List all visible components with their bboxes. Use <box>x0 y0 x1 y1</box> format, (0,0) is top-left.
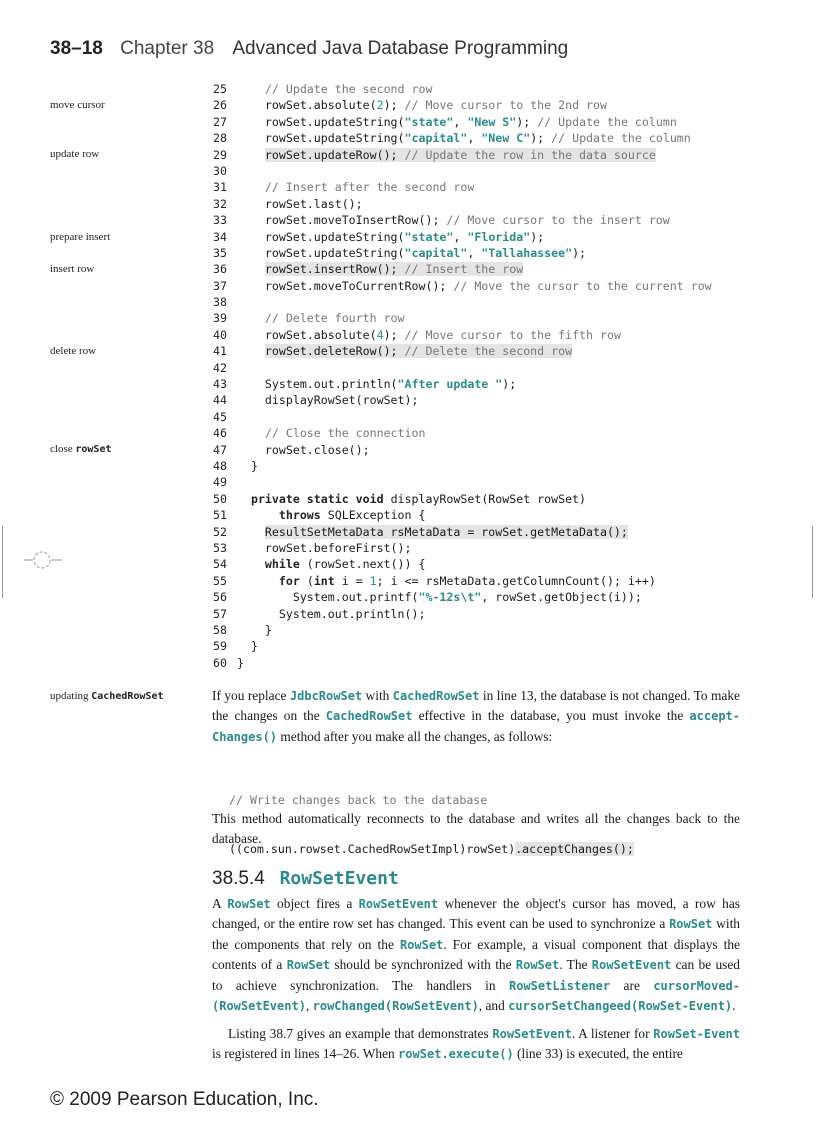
line-number: 50 <box>213 491 227 506</box>
code-text <box>237 327 621 343</box>
inline-code: cursorMoved-(RowSetEvent) <box>212 978 741 1014</box>
code-text <box>237 606 425 622</box>
line-number: 57 <box>213 606 227 621</box>
code-text <box>237 81 432 97</box>
line-number: 25 <box>213 82 227 96</box>
code-token: ); <box>502 377 517 392</box>
inline-code: RowSet <box>399 937 444 952</box>
code-token: // Delete fourth row <box>264 311 405 326</box>
chapter-label: Chapter 38 <box>120 38 215 59</box>
code-token: "capital" <box>404 245 468 260</box>
code-token: // Move cursor to the 2nd row <box>404 98 607 113</box>
code-text <box>237 196 363 212</box>
line-number: 42 <box>213 360 227 375</box>
code-text <box>237 130 691 146</box>
line-number: 38 <box>213 295 227 310</box>
text-run: is registered in lines 14–26. When <box>212 1046 399 1062</box>
code-text <box>237 376 516 392</box>
line-number: 60 <box>213 655 227 670</box>
code-token: SQLException { <box>320 508 426 523</box>
registration-mark-icon <box>0 548 64 572</box>
line-number: 29 <box>213 147 227 162</box>
margin-note-update-row: update row <box>50 148 100 160</box>
code-token: // Move cursor to the fifth row <box>404 327 621 342</box>
code-token: "After update " <box>397 377 503 392</box>
line-number: 48 <box>213 458 227 473</box>
section-number: 38.5.4 <box>212 868 265 889</box>
text-run: If you replace <box>212 688 290 703</box>
code-text <box>237 114 677 130</box>
text-run: method after you make all the changes, as follows: <box>277 728 553 744</box>
code-token: "New C" <box>481 131 531 146</box>
text-run: . <box>732 998 736 1014</box>
code-token: // Close the connection <box>264 426 426 441</box>
inline-code: accept-Changes() <box>212 709 740 744</box>
text-run: effective in the database, you must invoke the <box>412 708 690 724</box>
line-number: 28 <box>213 131 227 146</box>
code-token: } <box>237 622 272 637</box>
code-token: rowSet.updateString( <box>237 245 405 260</box>
code-token <box>237 557 265 571</box>
code-text <box>237 458 258 474</box>
text-run: in line 13, the database is not changed. To make the changes on the <box>212 688 740 724</box>
margin-note-updating-text: updating <box>50 690 89 702</box>
code-token: System.out.println(); <box>237 606 426 621</box>
code-token: "New S" <box>467 114 517 129</box>
code-token: rowSet.insertRow(); <box>264 262 405 277</box>
line-number: 34 <box>213 229 227 244</box>
code-token: ); <box>530 229 545 244</box>
section-heading <box>212 868 399 890</box>
code-text <box>237 278 712 294</box>
code-text <box>237 622 272 638</box>
code-token: "state" <box>404 114 454 129</box>
code-token: rowSet.absolute( <box>237 327 377 342</box>
code-token: rowSet.last(); <box>237 196 363 211</box>
text-run: with the components that rely on the <box>212 916 740 952</box>
snippet-accept-changes-call: .acceptChanges(); <box>515 842 634 857</box>
line-number: 56 <box>213 590 227 605</box>
code-token: ); <box>572 245 587 260</box>
code-text <box>237 442 370 458</box>
margin-note-close-rowset <box>50 443 111 455</box>
code-text <box>237 392 418 408</box>
code-token: // Insert after the second row <box>264 180 475 195</box>
inline-code: RowSetEvent <box>358 897 439 911</box>
code-token: , <box>453 114 468 129</box>
margin-note-prepare-insert: prepare insert <box>50 231 111 243</box>
code-token: , <box>453 229 468 244</box>
code-text <box>237 310 405 326</box>
code-token: ; i <= rsMetaData.getColumnCount(); i++) <box>376 573 656 588</box>
code-token: displayRowSet(RowSet rowSet) <box>383 491 587 506</box>
text-run: , <box>305 998 313 1014</box>
line-number: 55 <box>213 573 227 588</box>
code-token: , <box>467 131 482 146</box>
code-token: "capital" <box>404 131 468 146</box>
text-run: with <box>362 688 393 703</box>
line-number: 32 <box>213 196 227 211</box>
line-number: 47 <box>213 442 227 457</box>
line-number: 43 <box>213 377 227 392</box>
inline-code: RowSet <box>227 897 271 911</box>
code-token: // Update the second row <box>264 82 433 96</box>
paragraph-rowsetevent <box>212 894 740 1016</box>
code-token: rowSet.absolute( <box>237 98 377 113</box>
chapter-title: Advanced Java Database Programming <box>232 38 569 59</box>
code-text <box>237 655 244 671</box>
code-text <box>237 589 642 605</box>
paragraph-listing-38-7 <box>212 1024 740 1065</box>
margin-note-move-cursor: move cursor <box>50 99 105 111</box>
inline-code: CachedRowSet <box>325 709 413 724</box>
inline-code: rowChanged(RowSetEvent) <box>312 999 479 1014</box>
code-token: "%-12s\t" <box>418 590 482 605</box>
code-token: ); <box>383 98 405 113</box>
code-token <box>237 148 265 162</box>
code-token: System.out.println( <box>237 377 398 392</box>
code-text <box>237 573 656 589</box>
code-token <box>237 508 279 522</box>
code-token <box>237 492 251 506</box>
code-text <box>237 556 425 572</box>
footer-copyright: © 2009 Pearson Education, Inc. <box>50 1089 319 1110</box>
code-text <box>237 524 628 540</box>
code-text <box>237 212 670 228</box>
code-text <box>237 245 586 261</box>
code-token: "Florida" <box>467 229 531 244</box>
text-run: are <box>610 977 654 993</box>
code-text <box>237 261 523 277</box>
inline-code: RowSetEvent <box>492 1027 572 1041</box>
line-number: 49 <box>213 475 227 490</box>
text-run: A <box>212 896 228 911</box>
code-token: for <box>278 573 300 588</box>
code-token <box>237 262 265 276</box>
line-number: 46 <box>213 426 227 441</box>
right-page-edge <box>812 526 813 598</box>
code-token: rowSet.moveToInsertRow(); <box>237 213 447 228</box>
inline-code: RowSet-Event <box>653 1027 740 1041</box>
code-text <box>237 507 425 523</box>
line-number: 31 <box>213 180 227 195</box>
code-token: System.out.printf( <box>237 590 419 605</box>
section-title: RowSetEvent <box>279 868 399 889</box>
code-token: , rowSet.getObject(i)); <box>481 590 642 605</box>
line-number: 53 <box>213 540 227 555</box>
margin-note-updating-cachedrowset <box>50 690 164 702</box>
line-number: 52 <box>213 524 227 539</box>
inline-code: cursorSetChangeed(RowSet-Event) <box>508 999 733 1014</box>
paragraph-reconnects <box>212 809 740 850</box>
code-token: , <box>467 245 482 260</box>
line-number: 33 <box>213 213 227 228</box>
margin-note-close-code: rowSet <box>75 444 112 455</box>
code-text <box>237 491 586 507</box>
code-token: ); <box>530 131 552 146</box>
code-token: "state" <box>404 229 454 244</box>
code-token: while <box>264 557 300 572</box>
code-text <box>237 97 607 113</box>
text-run: . A listener for <box>571 1026 654 1041</box>
code-token: ); <box>516 114 538 129</box>
code-text <box>237 425 425 441</box>
snippet-cast: ((com.sun.rowset.CachedRowSetImpl)rowSet) <box>229 842 516 857</box>
line-number: 54 <box>213 557 227 572</box>
line-number: 26 <box>213 98 227 113</box>
text-run: should be synchronized with the <box>330 957 516 973</box>
text-run: object fires a <box>270 896 359 911</box>
code-token: 4 <box>376 327 384 342</box>
code-token: rowSet.deleteRow(); <box>264 344 405 359</box>
text-run: , and <box>478 998 509 1014</box>
inline-code: JdbcRowSet <box>289 689 363 703</box>
code-text <box>237 343 572 359</box>
code-token <box>237 311 265 325</box>
code-text <box>237 147 656 163</box>
line-number: 45 <box>213 409 227 424</box>
code-token: // Move cursor to the insert row <box>446 213 670 228</box>
code-text <box>237 540 412 556</box>
code-token: (rowSet.next()) { <box>299 557 426 572</box>
line-number: 59 <box>213 639 227 654</box>
code-text <box>237 638 258 654</box>
line-number: 40 <box>213 327 227 342</box>
code-token: rowSet.beforeFirst(); <box>237 540 412 555</box>
line-number: 44 <box>213 393 227 408</box>
text-run: can be used to achieve synchronization. The handlers in <box>212 957 741 993</box>
inline-code: rowSet.execute() <box>398 1047 514 1062</box>
code-token: // Update the column <box>537 114 677 129</box>
code-token: rowSet.updateString( <box>237 229 405 244</box>
code-token: ResultSetMetaData rsMetaData = rowSet.getMetaData(); <box>264 524 628 539</box>
line-number: 30 <box>213 163 227 178</box>
line-number: 37 <box>213 278 227 293</box>
code-token: rowSet.updateString( <box>237 114 405 129</box>
text-run: . For example, a visual component that displays the contents of a <box>212 936 740 973</box>
text-run: whenever the object's cursor has moved, a row has changed, or the entire row set has changed. This event can be used to synchronize a <box>212 896 740 932</box>
code-token <box>237 574 279 588</box>
code-token: rowSet.close(); <box>237 442 370 457</box>
code-token <box>237 82 265 96</box>
paragraph-accept-changes <box>212 686 740 747</box>
code-token: throws <box>278 508 321 523</box>
code-token <box>237 525 265 539</box>
code-token: // Insert the row <box>404 262 524 277</box>
page-number: 38–18 <box>50 38 103 59</box>
code-token: 2 <box>376 98 384 113</box>
code-token <box>237 180 265 194</box>
margin-note-delete-row: delete row <box>50 345 97 357</box>
code-token <box>237 426 265 440</box>
text-run: Listing 38.7 gives an example that demonstrates <box>228 1026 493 1041</box>
inline-code: RowSetListener <box>508 978 611 993</box>
code-token: int <box>313 573 335 588</box>
code-token: // Delete the second row <box>404 344 573 359</box>
code-token: rowSet.moveToCurrentRow(); <box>237 278 454 293</box>
code-text <box>237 229 544 245</box>
code-token: // Update the row in the data source <box>404 147 656 162</box>
code-token: 1 <box>369 573 377 588</box>
code-token: rowSet.updateRow(); <box>264 147 405 162</box>
margin-note-updating-code: CachedRowSet <box>91 691 164 702</box>
inline-code: RowSetEvent <box>591 958 672 973</box>
line-number: 58 <box>213 622 227 637</box>
inline-code: CachedRowSet <box>392 689 480 703</box>
line-number: 39 <box>213 311 227 326</box>
code-token: ); <box>383 327 405 342</box>
code-token: } <box>237 639 258 654</box>
line-number: 51 <box>213 508 227 523</box>
code-token: ( <box>299 573 314 588</box>
line-number: 36 <box>213 262 227 277</box>
code-token <box>237 344 265 358</box>
page-header <box>50 38 568 60</box>
text-run: (line 33) is executed, the entire <box>513 1046 683 1062</box>
margin-note-close-text: close <box>50 443 73 455</box>
code-token: i = <box>334 573 370 588</box>
inline-code: RowSet <box>515 958 560 973</box>
text-run: This method automatically reconnects to the database and writes all the changes back to the database. <box>212 811 740 847</box>
inline-code: RowSet <box>669 917 713 932</box>
code-token: displayRowSet(rowSet); <box>237 393 419 408</box>
code-token: "Tallahassee" <box>481 245 573 260</box>
snippet-comment: // Write changes back to the database <box>229 792 488 807</box>
code-text <box>237 179 474 195</box>
code-token: // Update the column <box>551 131 691 146</box>
line-number: 27 <box>213 114 227 129</box>
code-token: // Move the cursor to the current row <box>453 278 712 293</box>
code-token: private static void <box>250 491 384 506</box>
text-run: . The <box>559 957 592 973</box>
code-token: rowSet.updateString( <box>237 131 405 146</box>
line-number: 35 <box>213 245 227 260</box>
margin-note-insert-row: insert row <box>50 263 95 275</box>
line-number: 41 <box>213 344 227 359</box>
inline-code: RowSet <box>286 958 331 973</box>
code-token: } <box>237 655 244 670</box>
code-token: } <box>237 458 258 473</box>
